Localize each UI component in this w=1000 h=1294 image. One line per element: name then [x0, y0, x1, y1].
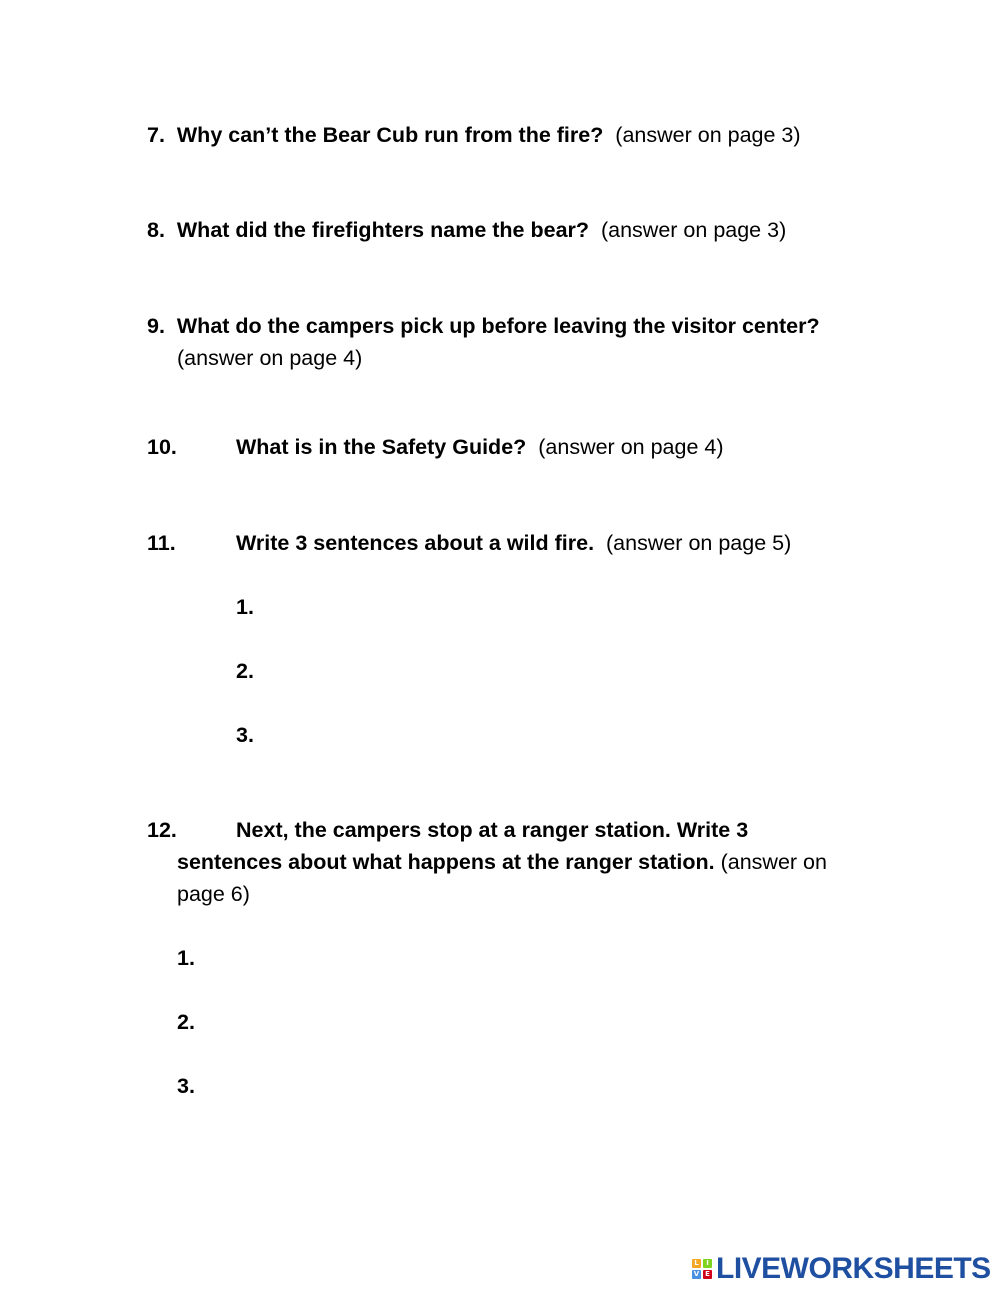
question-10-number: 10. — [147, 435, 177, 459]
question-text: Why can’t the Bear Cub run from the fire? — [176, 123, 604, 147]
question-text: What do the campers pick up before leaving the visitor center? — [176, 314, 820, 338]
question-12-line-1: Next, the campers stop at a ranger station. Write 3 — [236, 818, 749, 842]
logo-text: LIVEWORKSHEETS — [716, 1252, 991, 1285]
answer-hint: (answer on page 4) — [538, 435, 724, 459]
question-number: 8. — [147, 218, 165, 242]
logo-mark-tile: I — [703, 1259, 712, 1268]
answer-item-1[interactable]: 1. — [177, 946, 195, 970]
question-number: 7. — [147, 123, 165, 147]
question-7 — [147, 119, 801, 151]
logo-mark-tile: E — [703, 1270, 712, 1279]
question-11 — [236, 527, 791, 559]
question-12-number: 12. — [147, 818, 177, 842]
logo-mark-tile: L — [692, 1259, 701, 1268]
answer-item-3[interactable]: 3. — [177, 1074, 195, 1098]
answer-hint: (answer on page 3) — [615, 123, 801, 147]
answer-item-2[interactable]: 2. — [236, 659, 254, 683]
question-text: Write 3 sentences about a wild fire. — [236, 531, 595, 555]
answer-item-3[interactable]: 3. — [236, 723, 254, 747]
answer-hint: (answer on page 3) — [600, 218, 787, 242]
question-number: 9. — [147, 314, 165, 338]
question-text: sentences about what happens at the ranger station. — [177, 850, 715, 874]
logo-mark-icon — [692, 1259, 712, 1279]
question-text: What is in the Safety Guide? — [236, 435, 527, 459]
answer-item-1[interactable]: 1. — [236, 595, 254, 619]
answer-item-2[interactable]: 2. — [177, 1010, 195, 1034]
question-11-number: 11. — [147, 531, 176, 555]
question-text: What did the firefighters name the bear? — [176, 218, 590, 242]
liveworksheets-logo — [692, 1254, 991, 1284]
question-10 — [236, 431, 724, 463]
answer-hint-continued: page 6) — [177, 882, 250, 906]
answer-hint: (answer on page 5) — [606, 531, 792, 555]
question-12-line-2 — [177, 846, 827, 878]
question-9 — [147, 310, 820, 342]
answer-hint: (answer on page 4) — [177, 346, 363, 370]
answer-hint: (answer on — [720, 850, 827, 874]
logo-mark-tile: V — [693, 1270, 700, 1278]
question-8 — [147, 214, 786, 246]
